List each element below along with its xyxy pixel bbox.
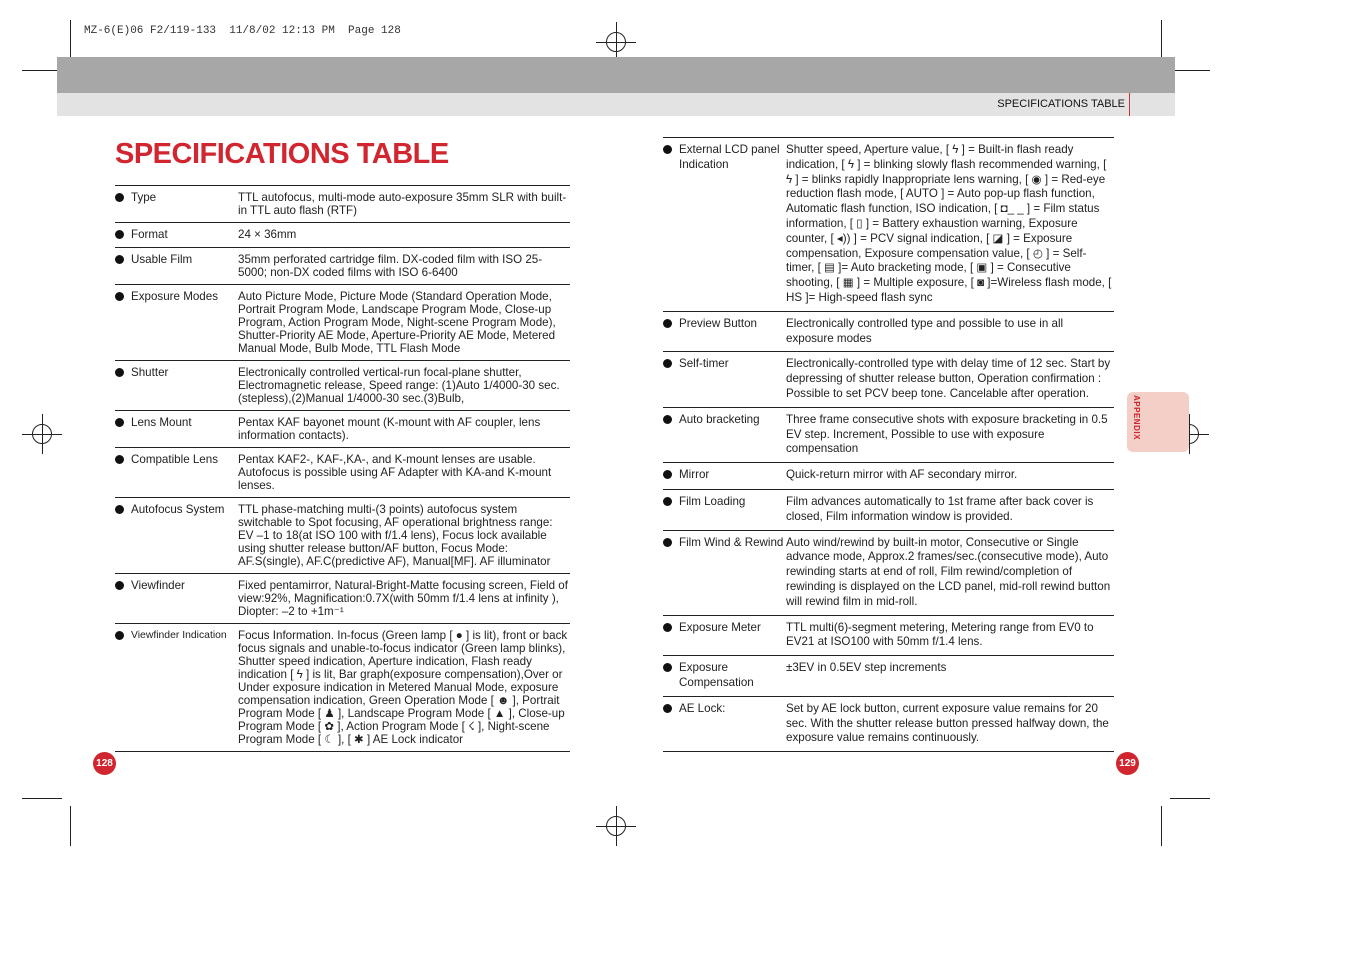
spec-label: AE Lock: [679, 701, 726, 715]
spec-value: Pentax KAF bayonet mount (K-mount with AF coupler, lens information contacts). [238, 416, 541, 442]
spec-row [663, 407, 1114, 462]
crop-mark [70, 20, 71, 60]
crop-mark [1161, 20, 1162, 60]
crop-mark [22, 798, 62, 799]
spec-label: Autofocus System [131, 503, 225, 516]
spec-value: Electronically controlled type and possible to use in all exposure modes [786, 316, 1064, 345]
spec-value: ±3EV in 0.5EV step increments [786, 661, 947, 675]
spec-label: Viewfinder [131, 579, 185, 592]
spec-value: Electronically-controlled type with delay time of 12 sec. Start by depressing of shutter release button, Operation confirmation : Possible to set PCV beep tone. Cancelable after operation. [786, 357, 1111, 400]
spec-label: Film Wind & Rewind [679, 535, 784, 549]
page-number-right: 129 [1116, 752, 1139, 775]
specs-table-right [663, 137, 1114, 752]
spec-label: Viewfinder Indication [131, 630, 227, 641]
spec-value: Three frame consecutive shots with exposure bracketing in 0.5 EV step. Increment, Possible to use with exposure compensation [786, 412, 1108, 456]
registration-mark [596, 22, 636, 62]
spec-row [663, 615, 1114, 656]
spec-label: Lens Mount [131, 416, 192, 429]
bullet-icon [663, 656, 679, 697]
crop-mark [22, 70, 62, 71]
header-band [57, 57, 1175, 93]
spec-label: Preview Button [679, 316, 757, 330]
spec-row [115, 361, 570, 411]
spec-value: Auto wind/rewind by built-in motor, Consecutive or Single advance mode, Approx.2 frames/sec.(consecutive mode), Auto rewinding starts at end of roll, Film rewind/completion of rewinding is displayed on the LCD panel, mid-roll rewind button will rewind film in mid-roll. [786, 535, 1111, 608]
spec-value: Auto Picture Mode, Picture Mode (Standard Operation Mode, Portrait Program Mode, Landscape Program Mode, Close-up Program, Action Program Mode, Night-scene Program Mode), Shutter-Priority AE Mode, Aperture-Priority AE Mode, Metered Manual Mode, Bulb Mode, TTL Flash Mode [238, 290, 556, 355]
spec-row [115, 498, 570, 574]
appendix-tab-label: APPENDIX [1132, 395, 1141, 440]
spec-row [115, 248, 570, 285]
bullet-icon [663, 530, 679, 615]
page-title: SPECIFICATIONS TABLE [115, 138, 449, 170]
crop-mark [1161, 806, 1162, 846]
spec-label: Format [131, 228, 168, 241]
spec-label: Exposure Modes [131, 290, 218, 303]
spec-row [115, 411, 570, 448]
spec-value: TTL multi(6)-segment metering, Metering range from EV0 to EV21 at ISO100 with 50mm f/1.4 lens. [786, 620, 1094, 649]
spec-label: Type [131, 191, 157, 204]
spec-label: Mirror [679, 468, 710, 482]
page-number-left: 128 [93, 752, 116, 775]
spec-value: TTL autofocus, multi-mode auto-exposure 35mm SLR with built-in TTL auto flash (RTF) [238, 191, 567, 217]
spec-row [663, 656, 1114, 697]
bullet-icon [115, 223, 131, 248]
bullet-icon [663, 407, 679, 462]
spec-row [115, 285, 570, 361]
bullet-icon [115, 574, 131, 624]
spec-row [663, 352, 1114, 407]
spec-row [663, 696, 1114, 751]
spec-label: Exposure Compensation [679, 661, 754, 689]
bullet-icon [663, 311, 679, 352]
spec-value: 35mm perforated cartridge film. DX-coded film with ISO 25-5000; non-DX coded films with ISO 6-6400 [238, 253, 543, 279]
spec-row [115, 624, 570, 752]
spec-row [115, 448, 570, 498]
specs-table-left [115, 185, 570, 752]
spec-value: Electronically controlled vertical-run focal-plane shutter, Electromagnetic release, Speed range: (1)Auto 1/4000-30 sec.(stepless),(2)Manual 1/4000-30 sec.(3)Bulb, [238, 366, 560, 405]
spec-value: Shutter speed, Aperture value, [ ϟ ] = Built-in flash ready indication, [ ϟ ] = blinking slowly flash recommended warning, [ ϟ ] = blinks rapidly Inappropriate lens warning, [ ◉ ] = Red-eye reduction flash mode, [ AUTO ] = Auto pop-up flash function, Automatic flash function, ISO indication, [ ◘_ _ ] = Film status information, [ ▯ ] = Battery exhaustion warning, Exposure counter, [ ◂)) ] = PCV signal indication, [ ◪ ] = Exposure compensation, Exposure compensation value, [ ◴ ] = Self-timer, [ ▤ ]= Auto bracketing mode, [ ▣ ] = Consecutive shooting, [ ▦ ] = Multiple exposure, [ ◙ ]=Wireless flash mode, [ HS ]= High-speed flash sync [786, 143, 1112, 304]
spec-label: Usable Film [131, 253, 193, 266]
bullet-icon [663, 463, 679, 490]
spec-row [663, 489, 1114, 530]
spec-row [115, 223, 570, 248]
bullet-icon [663, 138, 679, 312]
spec-value: Set by AE lock button, current exposure value remains for 20 sec. With the shutter release button pressed halfway down, the exposure value remains continuously. [786, 701, 1109, 745]
spec-value: Pentax KAF2-, KAF-,KA-, and K-mount lenses are usable. Autofocus is possible using AF Adapter with KA-and K-mount lenses. [238, 453, 552, 492]
spec-label: Auto bracketing [679, 412, 760, 426]
bullet-icon [115, 624, 131, 752]
registration-mark [596, 806, 636, 846]
spec-label: Self-timer [679, 357, 729, 371]
bullet-icon [115, 448, 131, 498]
header-accent [1129, 93, 1130, 116]
spec-label: External LCD panel Indication [679, 143, 780, 171]
bullet-icon [663, 696, 679, 751]
spec-row [663, 530, 1114, 615]
bullet-icon [663, 352, 679, 407]
print-slug: MZ-6(E)06 F2/119-133 11/8/02 12:13 PM Page 128 [84, 25, 401, 37]
spec-label: Shutter [131, 366, 169, 379]
bullet-icon [115, 186, 131, 223]
crop-mark [1170, 798, 1210, 799]
spec-value: TTL phase-matching multi-(3 points) autofocus system switchable to Spot focusing, AF operational brightness range: EV –1 to 18(at ISO 100 with f/1.4 lens), Focus lock available using shutter release button/AF button, Focus Mode: AF.S(single), AF.C(predictive AF), Manual[MF]. AF illuminator [238, 503, 553, 568]
bullet-icon [115, 248, 131, 285]
spec-label: Exposure Meter [679, 620, 761, 634]
running-header: SPECIFICATIONS TABLE [997, 98, 1125, 110]
bullet-icon [115, 498, 131, 574]
spec-value: Quick-return mirror with AF secondary mirror. [786, 468, 1018, 482]
spec-row [663, 463, 1114, 490]
bullet-icon [115, 411, 131, 448]
spec-row [663, 311, 1114, 352]
spec-row [663, 138, 1114, 312]
spec-value: 24 × 36mm [238, 228, 297, 241]
registration-mark [22, 414, 62, 454]
crop-mark [1170, 70, 1210, 71]
spec-value: Fixed pentamirror, Natural-Bright-Matte focusing screen, Field of view:92%, Magnification:0.7X(with 50mm f/1.4 lens at infinity ), Diopter: –2 to +1m⁻¹ [238, 579, 568, 618]
spec-row [115, 574, 570, 624]
spec-value: Film advances automatically to 1st frame after back cover is closed, Film information window is provided. [786, 494, 1094, 523]
spec-label: Film Loading [679, 494, 746, 508]
bullet-icon [663, 489, 679, 530]
bullet-icon [663, 615, 679, 656]
crop-mark [70, 806, 71, 846]
bullet-icon [115, 361, 131, 411]
spec-value: Focus Information. In-focus (Green lamp [ ● ] is lit), front or back focus signals and unable-to-focus indicator (Green lamp blinks), Shutter speed indication, Aperture indication, Flash ready indication [ ϟ ] is lit, Bar graph(exposure compensation),Over or Under exposure indication in Metered Manual Mode, exposure compensation indication, Green Operation Mode [ ☻ ], Portrait Program Mode [ ♟ ], Landscape Program Mode [ ▲ ], Close-up Program Mode [ ✿ ], Action Program Mode [ ☇ ], Night-scene Program Mode [ ☾ ], [ ✱ ] AE Lock indicator [238, 629, 568, 746]
spec-row [115, 186, 570, 223]
spec-label: Compatible Lens [131, 453, 219, 466]
bullet-icon [115, 285, 131, 361]
